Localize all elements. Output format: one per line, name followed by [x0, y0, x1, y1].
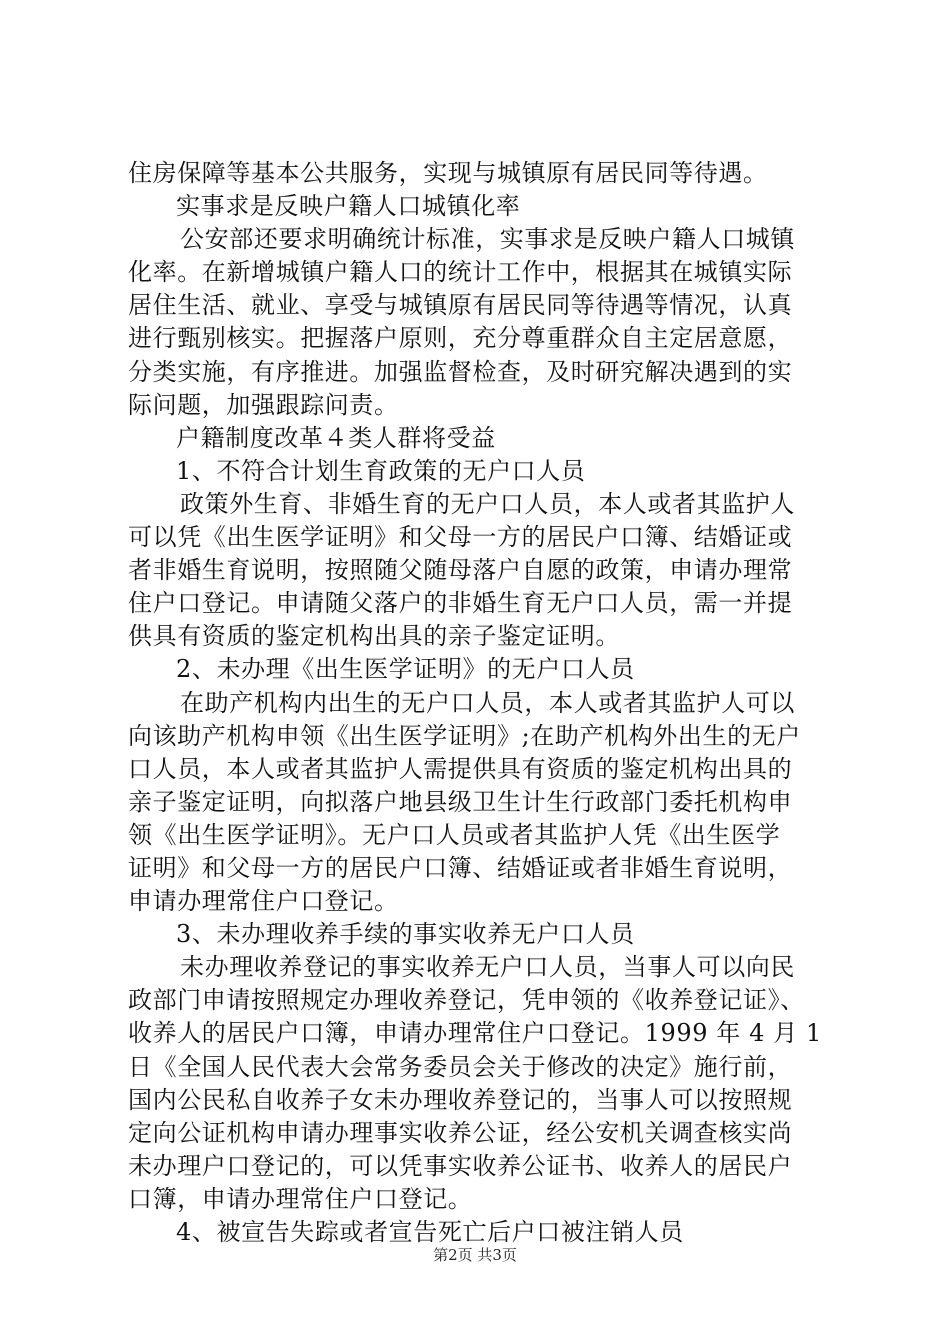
- text-line: 户籍制度改革４类人群将受益: [176, 423, 496, 452]
- text-line: 向该助产机构申领《出生医学证明》;在助产机构外出生的无户: [128, 721, 801, 750]
- text-line: 供具有资质的鉴定机构出具的亲子鉴定证明。: [128, 622, 620, 651]
- text-line: 日《全国人民代表大会常务委员会关于修改的决定》施行前，: [128, 1052, 793, 1081]
- text-line: 化率。在新增城镇户籍人口的统计工作中，根据其在城镇实际: [128, 258, 793, 287]
- text-line: 2、未办理《出生医学证明》的无户口人员: [176, 655, 635, 684]
- text-line: 在助产机构内出生的无户口人员，本人或者其监护人可以: [180, 688, 795, 717]
- text-line: 领《出生医学证明》。无户口人员或者其监护人凭《出生医学: [128, 820, 781, 849]
- text-line: 亲子鉴定证明，向拟落户地县级卫生计生行政部门委托机构申: [128, 787, 793, 816]
- text-line: 公安部还要求明确统计标准，实事求是反映户籍人口城镇: [180, 225, 795, 254]
- text-line: 3、未办理收养手续的事实收养无户口人员: [176, 920, 635, 949]
- text-line: 国内公民私自收养子女未办理收养登记的，当事人可以按照规: [128, 1085, 793, 1114]
- text-line: 政策外生育、非婚生育的无户口人员，本人或者其监护人: [180, 489, 795, 518]
- text-line: 申请办理常住户口登记。: [128, 887, 399, 916]
- text-line: 口簿，申请办理常住户口登记。: [128, 1184, 473, 1213]
- text-line: 进行甄别核实。把握落户原则，充分尊重群众自主定居意愿，: [128, 324, 793, 353]
- text-line: 证明》和父母一方的居民户口簿、结婚证或者非婚生育说明，: [128, 853, 793, 882]
- text-line: 收养人的居民户口簿，申请办理常住户口登记。1999 年 4 月 1: [128, 1019, 822, 1048]
- text-line: 口人员，本人或者其监护人需提供具有资质的鉴定机构出具的: [128, 754, 793, 783]
- text-line: 住房保障等基本公共服务，实现与城镇原有居民同等待遇。: [128, 159, 768, 187]
- text-line: 分类实施，有序推进。加强监督检查，及时研究解决遇到的实: [128, 357, 793, 386]
- text-line: 政部门申请按照规定办理收养登记，凭申领的《收养登记证》、: [128, 986, 805, 1015]
- text-line: 未办理收养登记的事实收养无户口人员，当事人可以向民: [180, 953, 795, 982]
- text-line: 居住生活、就业、享受与城镇原有居民同等待遇等情况，认真: [128, 291, 793, 320]
- text-line: 1、不符合计划生育政策的无户口人员: [176, 456, 586, 485]
- text-line: 际问题，加强跟踪问责。: [128, 390, 399, 419]
- text-line: 住户口登记。申请随父落户的非婚生育无户口人员，需一并提: [128, 589, 793, 618]
- text-line: 可以凭《出生医学证明》和父母一方的居民户口簿、结婚证或: [128, 523, 793, 552]
- text-line: 定向公证机构申请办理事实收养公证，经公安机关调查核实尚: [128, 1118, 793, 1147]
- text-line: 实事求是反映户籍人口城镇化率: [176, 192, 521, 221]
- text-line: 未办理户口登记的，可以凭事实收养公证书、收养人的居民户: [128, 1151, 793, 1180]
- text-line: 者非婚生育说明，按照随父随母落户自愿的政策，申请办理常: [128, 556, 793, 585]
- document-body: [128, 157, 833, 1249]
- text-line: 4、被宣告失踪或者宣告死亡后户口被注销人员: [176, 1218, 684, 1246]
- page-footer: 第2页 共3页: [433, 1246, 517, 1264]
